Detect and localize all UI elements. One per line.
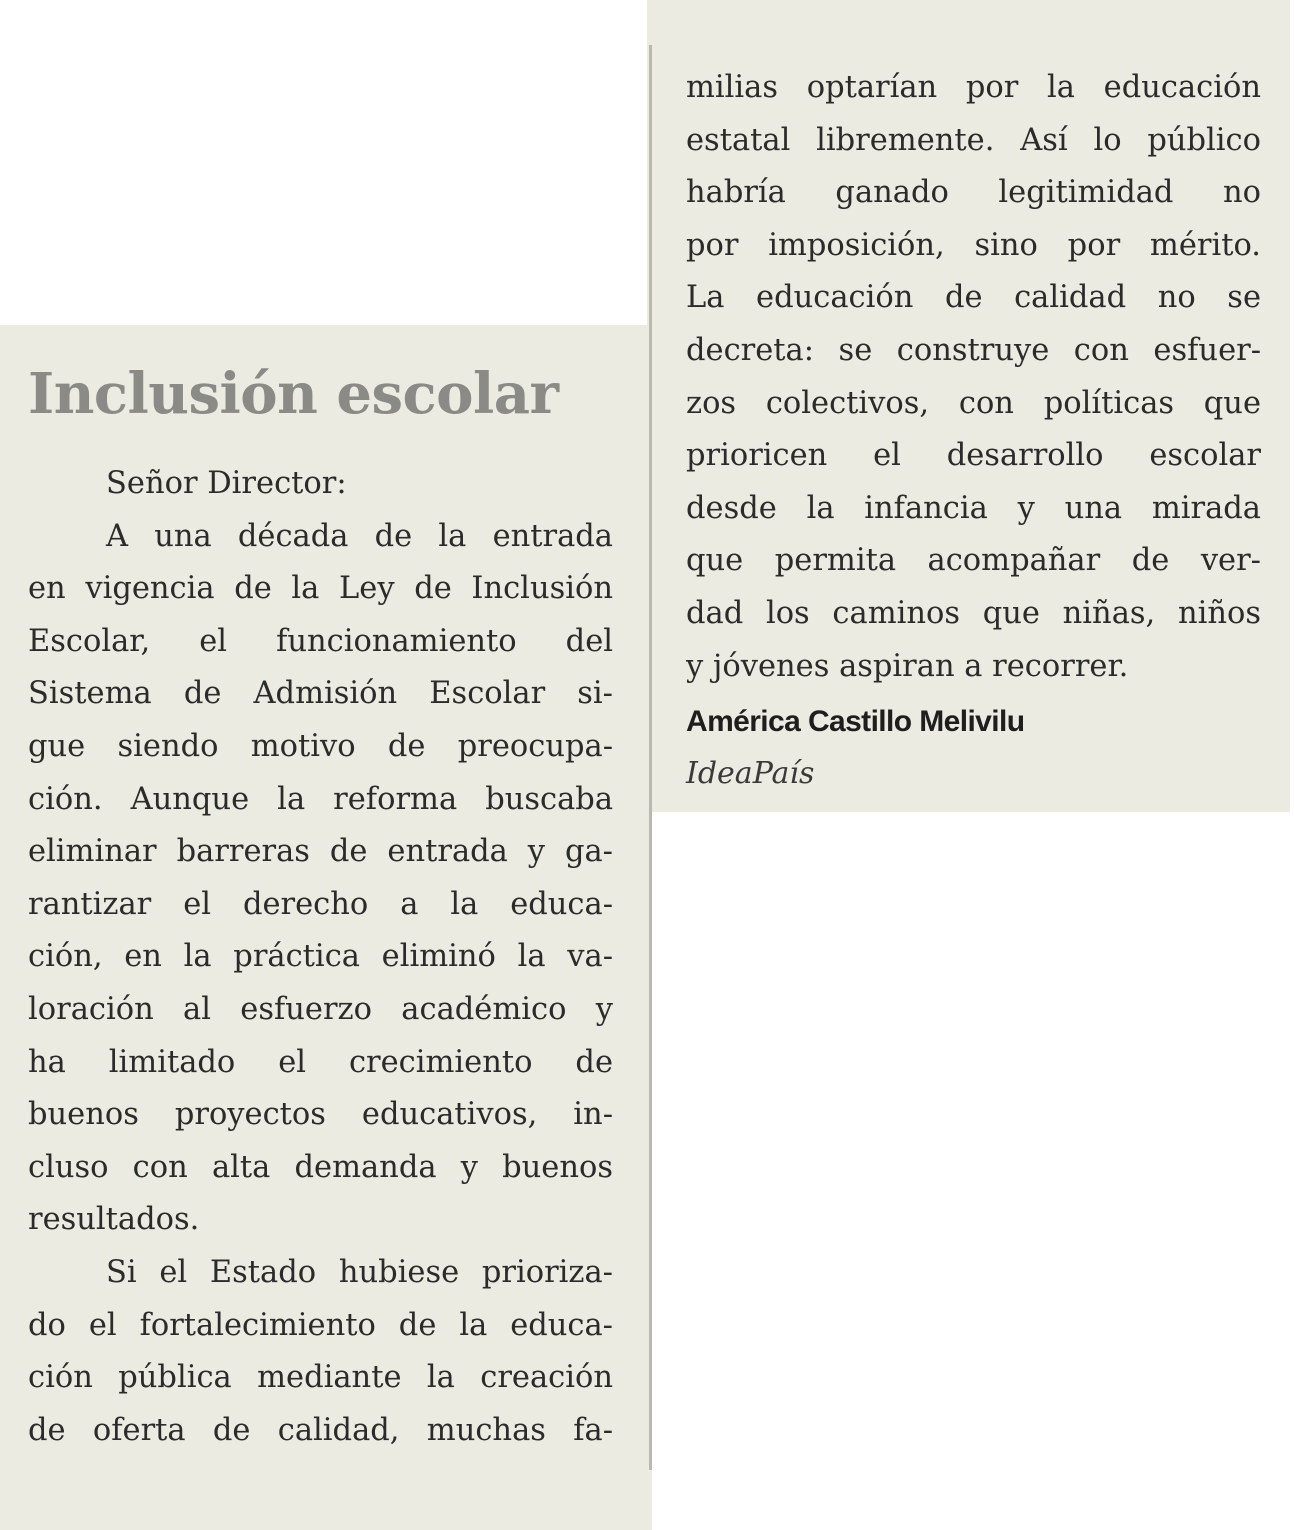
body-line: buenos proyectos educativos, in- [28, 1097, 613, 1133]
body-line: eliminar barreras de entrada y ga- [28, 834, 613, 870]
body-line: rantizar el derecho a la educa- [28, 886, 613, 922]
column-divider [649, 45, 652, 1470]
body-line: ción, en la práctica eliminó la va- [28, 939, 613, 975]
body-line: Si el Estado hubiese prioriza- [106, 1254, 613, 1290]
body-line: zos colectivos, con políticas que [686, 385, 1261, 421]
body-line: estatal libremente. Así lo público [686, 122, 1261, 158]
body-line: ha limitado el crecimiento de [28, 1044, 613, 1080]
body-line: de oferta de calidad, muchas fa- [28, 1412, 613, 1448]
body-line: que permita acompañar de ver- [686, 543, 1261, 579]
salutation: Señor Director: [106, 466, 347, 501]
author-signature: América Castillo Melivilu [686, 705, 1025, 738]
body-line: por imposición, sino por mérito. [686, 227, 1261, 263]
body-line: Sistema de Admisión Escolar si- [28, 676, 613, 712]
body-line: dad los caminos que niñas, niños [686, 595, 1261, 631]
letter-body-left-column [28, 458, 613, 1457]
body-line: habría ganado legitimidad no [686, 175, 1261, 211]
article-title: Inclusión escolar [28, 361, 559, 427]
body-line: ción pública mediante la creación [28, 1360, 613, 1396]
body-line: cluso con alta demanda y buenos [28, 1149, 613, 1185]
body-line: do el fortalecimiento de la educa- [28, 1307, 613, 1343]
body-line: A una década de la entrada [106, 518, 613, 554]
body-line: loración al esfuerzo académico y [28, 991, 613, 1027]
letter-body-right-column [686, 62, 1261, 693]
body-line: ción. Aunque la reforma buscaba [28, 781, 613, 817]
body-line: gue siendo motivo de preocupa- [28, 728, 613, 764]
author-affiliation: IdeaPaís [686, 756, 815, 791]
body-line: milias optarían por la educación [686, 70, 1261, 105]
body-line: resultados. [28, 1202, 200, 1238]
body-line: La educación de calidad no se [686, 280, 1261, 316]
body-line: y jóvenes aspiran a recorrer. [686, 648, 1129, 684]
body-line: en vigencia de la Ley de Inclusión [28, 571, 613, 607]
body-line: prioricen el desarrollo escolar [686, 438, 1261, 474]
body-line: desde la infancia y una mirada [686, 490, 1261, 526]
body-line: decreta: se construye con esfuer- [686, 332, 1261, 368]
body-line: Escolar, el funcionamiento del [28, 623, 613, 659]
